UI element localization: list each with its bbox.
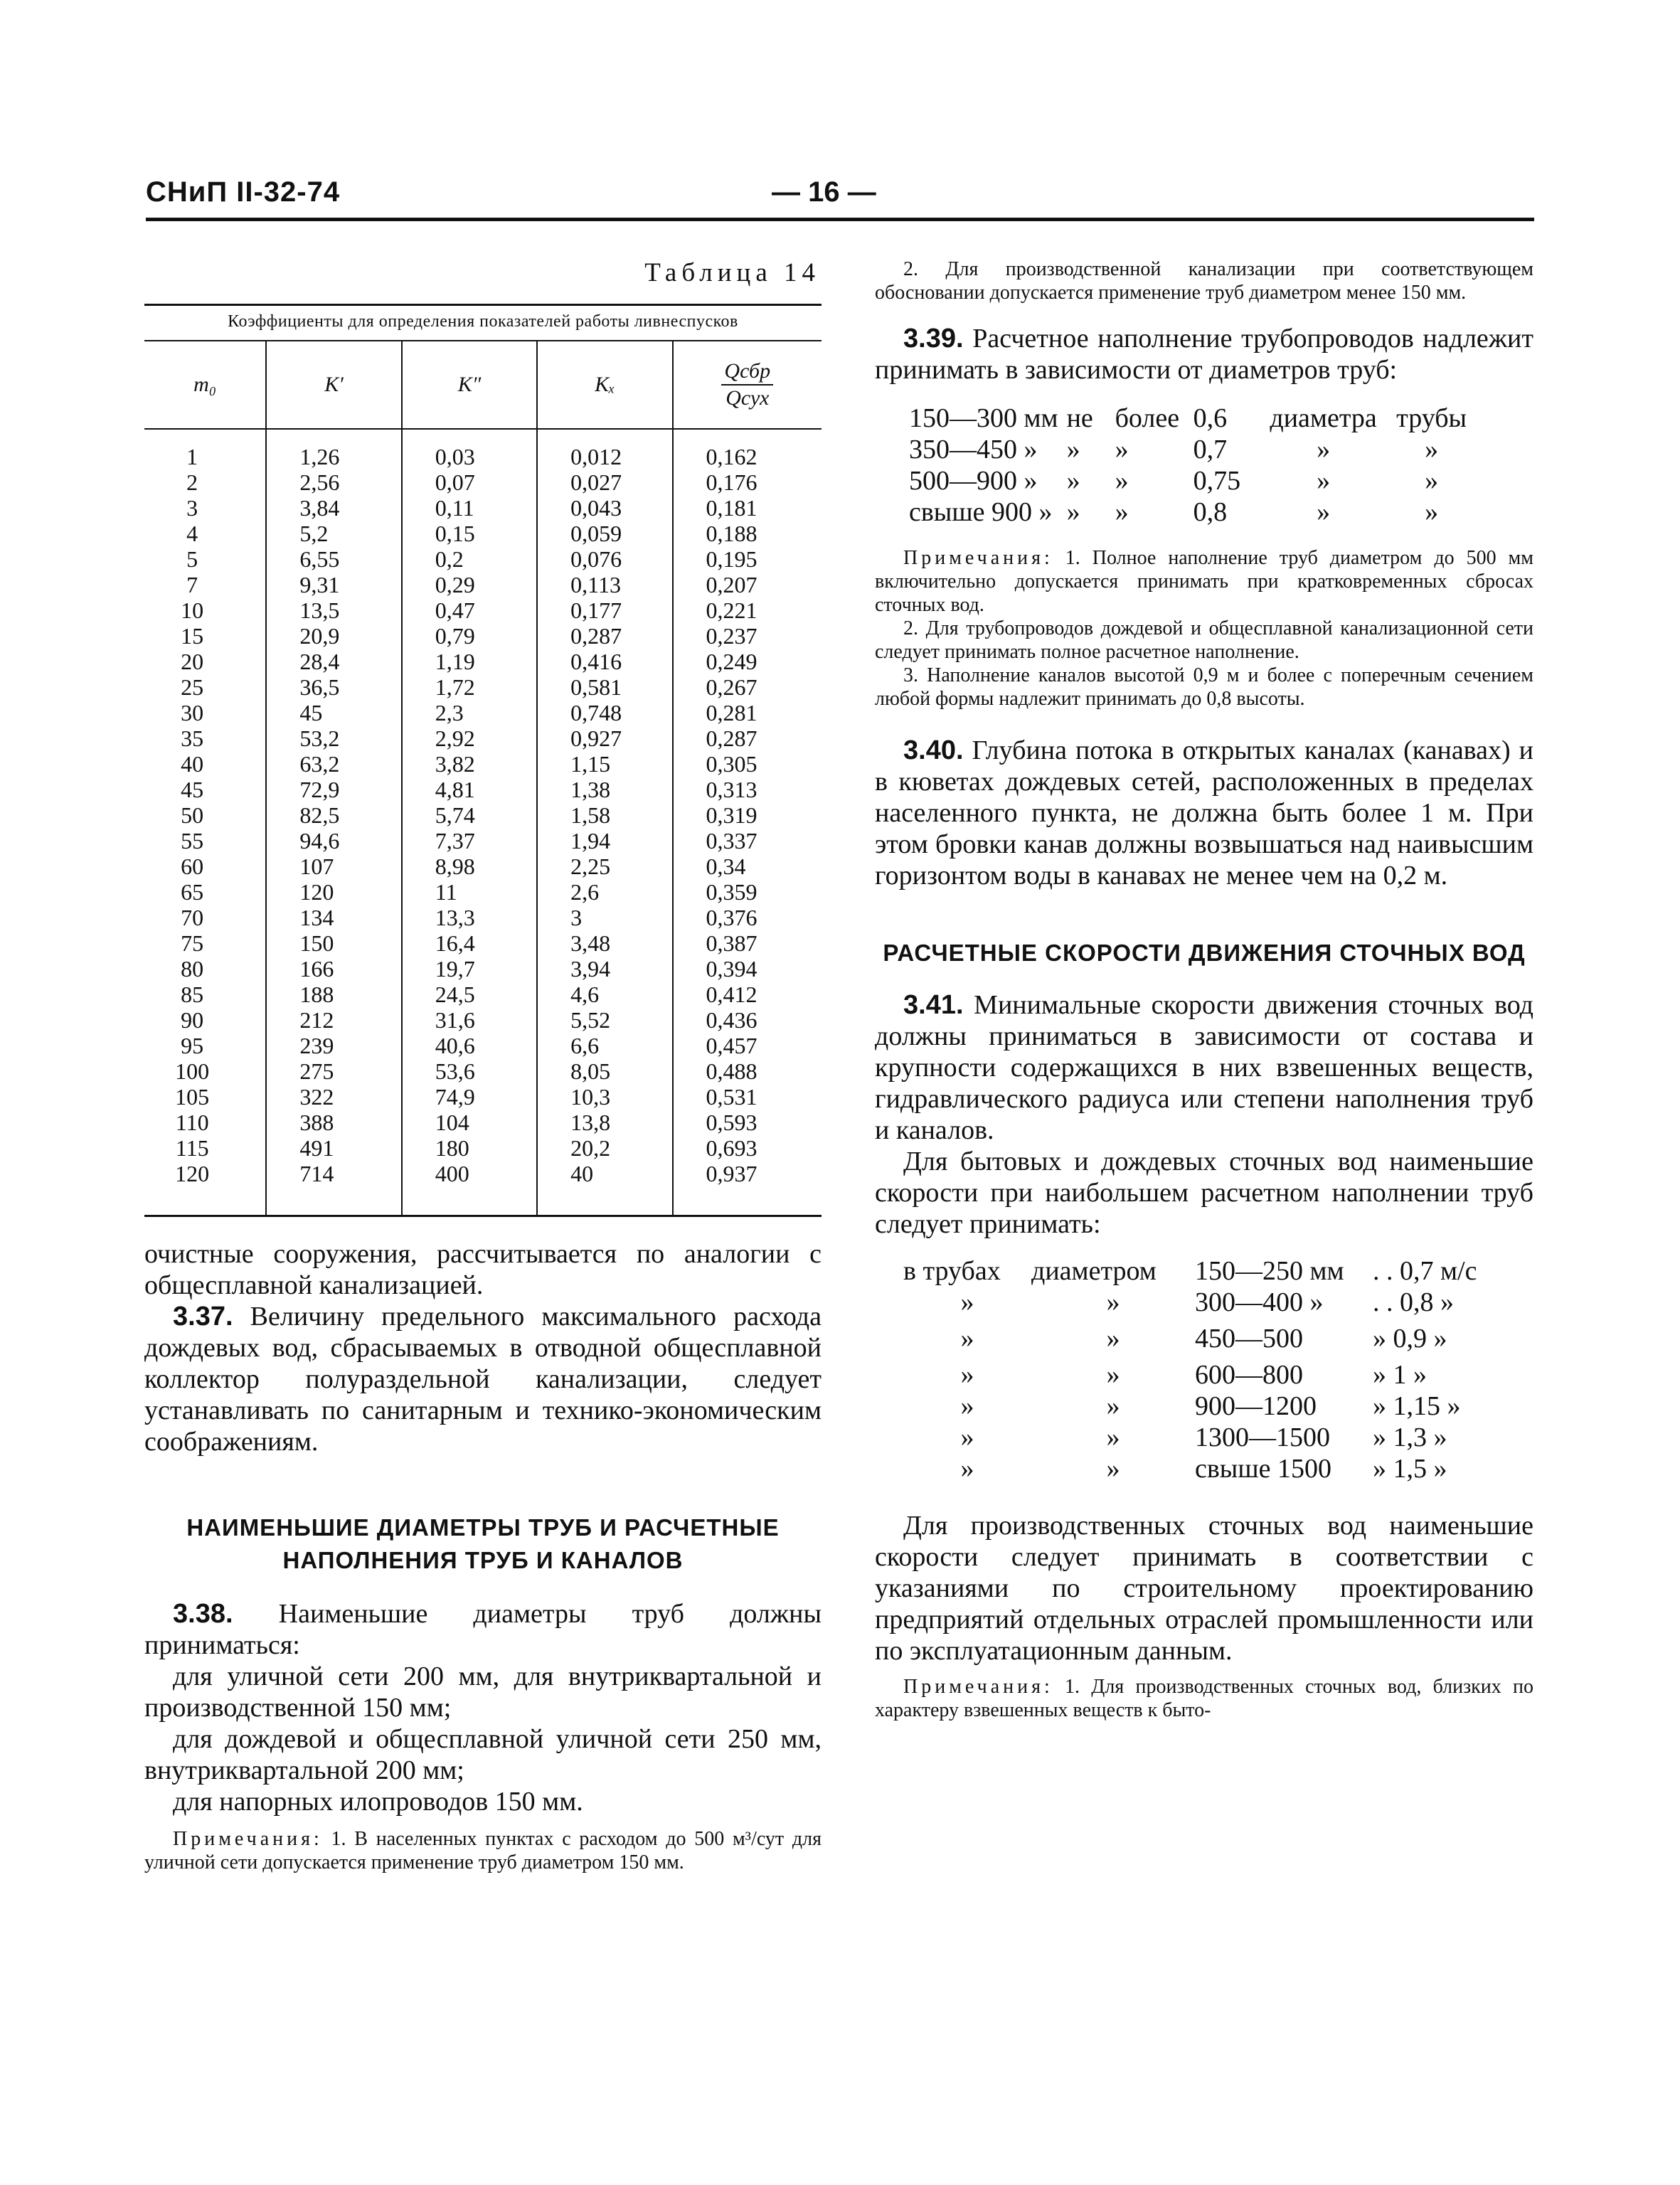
clause-3-39-note-3: 3. Наполнение каналов высотой 0,9 м и более с поперечным сечением любой формы надлежит принимать до 0,8 высоты. — [875, 664, 1533, 710]
fill-cell: не — [1066, 403, 1093, 433]
table-cell: 0,416 — [537, 649, 672, 674]
fill-ratio-table — [909, 403, 1479, 528]
velocity-cell: » — [960, 1423, 974, 1452]
table-row — [144, 1135, 822, 1161]
table-row — [144, 521, 822, 546]
table-cell: 94,6 — [266, 828, 401, 854]
document-code: СНиП II-32-74 — [146, 176, 341, 208]
fill-cell: » — [1425, 497, 1439, 527]
table-cell: 45 — [266, 700, 401, 725]
table-header-row — [144, 341, 822, 429]
table-cell: 0,748 — [537, 700, 672, 725]
table-body — [144, 429, 822, 1216]
table-cell: 188 — [266, 982, 401, 1007]
table-cell: 2,92 — [402, 725, 537, 751]
ratio-fraction — [721, 358, 773, 411]
table-cell: 82,5 — [266, 802, 401, 828]
table-row — [144, 1007, 822, 1033]
table-row — [144, 495, 822, 521]
fill-cell: 500—900 » — [909, 466, 1038, 496]
table-cell: 0,076 — [537, 546, 672, 572]
fill-cell: » — [1066, 466, 1080, 496]
section-heading-velocities: РАСЧЕТНЫЕ СКОРОСТИ ДВИЖЕНИЯ СТОЧНЫХ ВОД — [883, 940, 1526, 966]
table-cell: 0,359 — [673, 879, 822, 905]
velocity-cell: свыше 1500 — [1195, 1454, 1331, 1484]
table-cell: 104 — [402, 1110, 537, 1135]
velocity-cell: » — [960, 1391, 974, 1421]
table-cell: 0,387 — [673, 930, 822, 956]
table-title: Коэффициенты для определения показателей работы ливнеспусков — [144, 305, 822, 341]
note-text: 1. Полное наполнение труб диаметром до 500 мм включительно допускается принимать при кратковременных сбросах сточных вод. — [875, 547, 1533, 616]
table-row — [144, 982, 822, 1007]
table-cell: 0,237 — [673, 623, 822, 649]
table-cell: 714 — [266, 1161, 401, 1216]
table-cell: 13,8 — [537, 1110, 672, 1135]
table-cell: 1,58 — [537, 802, 672, 828]
table-cell: 60 — [181, 854, 204, 879]
table-cell: 4,6 — [537, 982, 672, 1007]
table-cell: 0,693 — [673, 1135, 822, 1161]
col-header-k2: K″ — [402, 341, 537, 429]
table-cell: 150 — [266, 930, 401, 956]
table-cell: 35 — [181, 725, 204, 751]
table-cell: 0,34 — [673, 854, 822, 879]
clause-3-38-item-b: для дождевой и общесплавной уличной сети 250 мм, внутриквартальной 200 мм; — [144, 1724, 822, 1785]
table-cell: 0,059 — [537, 521, 672, 546]
table-row — [144, 879, 822, 905]
velocity-cell: 150—250 мм — [1195, 1256, 1344, 1286]
table-cell: 1,26 — [266, 429, 401, 469]
velocity-cell: » — [1106, 1423, 1120, 1452]
clause-number: 3.39. — [903, 324, 964, 353]
velocity-cell: 900—1200 — [1195, 1391, 1317, 1421]
table-row — [144, 802, 822, 828]
clause-text: Глубина потока в открытых каналах (канавах) и в кюветах дождевых сетей, расположенных в пределах населенного пункта, не должна быть более 1 м. При этом бровки канав должны возвышаться над наивысшим горизонтом воды в канавах не менее чем на 0,2 м. — [875, 735, 1533, 891]
right-column — [875, 257, 1533, 1722]
table-cell: 15 — [181, 623, 204, 649]
velocity-row — [903, 1422, 1508, 1453]
table-cell: 120 — [266, 879, 401, 905]
table-cell: 95 — [181, 1033, 204, 1058]
table-cell: 107 — [266, 854, 401, 879]
table-cell: 2,56 — [266, 469, 401, 495]
fill-cell: » — [1317, 466, 1331, 496]
table-row — [144, 623, 822, 649]
table-cell: 36,5 — [266, 674, 401, 700]
table-cell: 180 — [402, 1135, 537, 1161]
table-cell: 0,177 — [537, 597, 672, 623]
table-cell: 50 — [181, 802, 204, 828]
table-row — [144, 854, 822, 879]
fill-cell: » — [1425, 435, 1439, 464]
table-cell: 0,319 — [673, 802, 822, 828]
clause-3-41-note-1 — [875, 1675, 1533, 1722]
clause-3-41-para-b: Для бытовых и дождевых сточных вод наименьшие скорости при наибольшем расчетном наполнении труб следует принимать: — [875, 1147, 1533, 1239]
table-cell: 0,267 — [673, 674, 822, 700]
table-cell: 0,412 — [673, 982, 822, 1007]
clause-3-38-note-1 — [144, 1827, 822, 1874]
velocity-cell: 450—500 — [1195, 1324, 1303, 1354]
table-cell: 5 — [186, 546, 198, 572]
table-cell: 491 — [266, 1135, 401, 1161]
left-column — [144, 257, 822, 1874]
table-cell: 70 — [181, 905, 204, 930]
table-cell: 75 — [181, 930, 204, 956]
velocity-cell: 600—800 — [1195, 1360, 1303, 1390]
table-cell: 1,94 — [537, 828, 672, 854]
table-cell: 0,176 — [673, 469, 822, 495]
table-cell: 1 — [186, 444, 198, 469]
clause-text: Величину предельного максимального расхода дождевых вод, сбрасываемых в отводной общесплавной коллектор полураздельной канализации, следует устанавливать по санитарным и технико-экономическим соображениям. — [144, 1302, 822, 1457]
table-cell: 0,249 — [673, 649, 822, 674]
clause-text: Минимальные скорости движения сточных вод должны приниматься в зависимости от состава и крупности содержащихся в них взвешенных веществ, гидравлического радиуса или степени наполнения труб и каналов. — [875, 990, 1533, 1145]
table-cell: 45 — [181, 777, 204, 802]
fill-cell: трубы — [1396, 403, 1467, 433]
table-cell: 5,2 — [266, 521, 401, 546]
table-cell: 0,181 — [673, 495, 822, 521]
table-cell: 53,6 — [402, 1058, 537, 1084]
velocity-cell: » — [1106, 1287, 1120, 1317]
fill-row — [909, 496, 1479, 528]
clause-3-39 — [875, 323, 1533, 386]
velocity-cell: » 1,3 » — [1373, 1423, 1447, 1452]
table-cell: 65 — [181, 879, 204, 905]
section-heading-diameters: НАИМЕНЬШИЕ ДИАМЕТРЫ ТРУБ И РАСЧЕТНЫЕ НАПОЛНЕНИЯ ТРУБ И КАНАЛОВ — [186, 1514, 780, 1573]
table-cell: 0,376 — [673, 905, 822, 930]
table-cell: 0,457 — [673, 1033, 822, 1058]
table-cell: 388 — [266, 1110, 401, 1135]
table-cell: 275 — [266, 1058, 401, 1084]
table-row — [144, 930, 822, 956]
coefficients-table — [144, 304, 822, 1217]
table-row — [144, 469, 822, 495]
table-cell: 19,7 — [402, 956, 537, 982]
velocity-cell: 300—400 » — [1195, 1287, 1324, 1317]
table-cell: 239 — [266, 1033, 401, 1058]
table-row — [144, 1033, 822, 1058]
continued-paragraph: очистные сооружения, рассчитывается по аналогии с общесплавной канализацией. — [144, 1239, 822, 1300]
page-header — [146, 176, 1533, 218]
ratio-numerator: Qсбр — [721, 358, 773, 386]
clause-number: 3.41. — [903, 990, 964, 1020]
fill-row — [909, 403, 1479, 434]
table-cell: 0,394 — [673, 956, 822, 982]
fill-cell: » — [1317, 497, 1331, 527]
fill-cell: более — [1115, 403, 1180, 433]
velocity-cell: » — [1106, 1391, 1120, 1421]
velocity-cell: » — [1106, 1324, 1120, 1354]
table-row — [144, 725, 822, 751]
clause-3-38-item-c: для напорных илопроводов 150 мм. — [173, 1787, 583, 1817]
table-cell: 90 — [181, 1007, 204, 1033]
table-cell: 1,38 — [537, 777, 672, 802]
table-cell: 5,52 — [537, 1007, 672, 1033]
velocity-row — [903, 1287, 1508, 1318]
table-cell: 0,043 — [537, 495, 672, 521]
table-cell: 24,5 — [402, 982, 537, 1007]
table-cell: 40 — [537, 1161, 672, 1216]
table-cell: 0,305 — [673, 751, 822, 777]
table-cell: 134 — [266, 905, 401, 930]
table-cell: 2,6 — [537, 879, 672, 905]
table-row — [144, 777, 822, 802]
table-row — [144, 1058, 822, 1084]
table-row — [144, 905, 822, 930]
table-cell: 0,07 — [402, 469, 537, 495]
table-cell: 10 — [181, 597, 204, 623]
notes-label: Примечания: — [903, 547, 1053, 569]
table-cell: 0,188 — [673, 521, 822, 546]
table-cell: 0,488 — [673, 1058, 822, 1084]
clause-3-37 — [144, 1301, 822, 1457]
velocity-cell: в трубах — [903, 1256, 1001, 1286]
table-cell: 72,9 — [266, 777, 401, 802]
table-cell: 100 — [175, 1058, 210, 1084]
clause-text: Наименьшие диаметры труб должны приниматься: — [144, 1599, 822, 1660]
table-cell: 28,4 — [266, 649, 401, 674]
table-cell: 1,72 — [402, 674, 537, 700]
fill-row — [909, 465, 1479, 496]
table-cell: 0,162 — [673, 429, 822, 469]
table-cell: 5,74 — [402, 802, 537, 828]
table-cell: 0,287 — [673, 725, 822, 751]
table-cell: 0,313 — [673, 777, 822, 802]
col-header-m0: m₀ — [144, 341, 266, 429]
table-cell: 3 — [186, 495, 198, 521]
table-cell: 10,3 — [537, 1084, 672, 1110]
velocity-cell: » — [960, 1454, 974, 1484]
table-cell: 0,337 — [673, 828, 822, 854]
ratio-denominator: Qсух — [725, 386, 770, 410]
table-cell: 13,5 — [266, 597, 401, 623]
velocity-cell: » — [960, 1360, 974, 1390]
table-cell: 4 — [186, 521, 198, 546]
table-cell: 322 — [266, 1084, 401, 1110]
velocity-cell: » 1,5 » — [1373, 1454, 1447, 1484]
table-cell: 0,937 — [673, 1161, 822, 1216]
min-velocity-table — [903, 1255, 1508, 1484]
table-cell: 53,2 — [266, 725, 401, 751]
velocity-cell: » — [1106, 1454, 1120, 1484]
table-caption: Таблица 14 — [644, 258, 820, 287]
velocity-row — [903, 1318, 1508, 1359]
clause-3-40 — [875, 735, 1533, 891]
table-cell: 2,25 — [537, 854, 672, 879]
col-header-k1: K′ — [266, 341, 401, 429]
table-cell: 1,19 — [402, 649, 537, 674]
table-cell: 8,05 — [537, 1058, 672, 1084]
table-cell: 20,2 — [537, 1135, 672, 1161]
table-cell: 1,15 — [537, 751, 672, 777]
fill-cell: 0,7 — [1193, 435, 1228, 464]
page-number: — 16 — — [772, 176, 876, 208]
table-cell: 20,9 — [266, 623, 401, 649]
table-cell: 6,6 — [537, 1033, 672, 1058]
table-cell: 105 — [175, 1084, 210, 1110]
velocity-row — [903, 1255, 1508, 1287]
table-cell: 115 — [175, 1135, 209, 1161]
note-text: 1. В населенных пунктах с расходом до 500 м³/сут для уличной сети допускается применение труб диаметром 150 мм. — [144, 1828, 822, 1873]
table-row — [144, 1110, 822, 1135]
fill-cell: диаметра — [1270, 403, 1377, 433]
velocity-cell: » 1,15 » — [1373, 1391, 1461, 1421]
table-cell: 0,15 — [402, 521, 537, 546]
velocity-cell: » — [960, 1287, 974, 1317]
clause-3-38-note-2: 2. Для производственной канализации при соответствующем обосновании допускается применение труб диаметром менее 150 мм. — [875, 258, 1533, 304]
table-cell: 0,221 — [673, 597, 822, 623]
table-cell: 9,31 — [266, 572, 401, 597]
table-cell: 31,6 — [402, 1007, 537, 1033]
table-cell: 212 — [266, 1007, 401, 1033]
table-cell: 3,84 — [266, 495, 401, 521]
table-cell: 0,281 — [673, 700, 822, 725]
table-row — [144, 1084, 822, 1110]
velocity-cell: » 0,9 » — [1373, 1324, 1447, 1354]
fill-cell: » — [1115, 497, 1129, 527]
velocity-cell: . . 0,7 м/с — [1373, 1256, 1477, 1286]
fill-cell: 350—450 » — [909, 435, 1038, 464]
table-cell: 16,4 — [402, 930, 537, 956]
velocity-row — [903, 1391, 1508, 1422]
table-cell: 0,012 — [537, 429, 672, 469]
fill-cell: » — [1425, 466, 1439, 496]
velocity-row — [903, 1359, 1508, 1391]
table-cell: 0,436 — [673, 1007, 822, 1033]
table-cell: 0,287 — [537, 623, 672, 649]
table-row — [144, 956, 822, 982]
table-cell: 2 — [186, 469, 198, 495]
table-cell: 40,6 — [402, 1033, 537, 1058]
table-row — [144, 828, 822, 854]
col-header-kx: Kₓ — [537, 341, 672, 429]
table-row — [144, 429, 822, 469]
table-cell: 3,94 — [537, 956, 672, 982]
header-rule — [146, 218, 1534, 221]
fill-cell: свыше 900 » — [909, 497, 1053, 527]
table-cell: 80 — [181, 956, 204, 982]
velocity-cell: . . 0,8 » — [1373, 1287, 1454, 1317]
table-cell: 63,2 — [266, 751, 401, 777]
table-cell: 0,113 — [537, 572, 672, 597]
table-cell: 110 — [175, 1110, 209, 1135]
table-cell: 0,927 — [537, 725, 672, 751]
table-row — [144, 700, 822, 725]
table-cell: 0,027 — [537, 469, 672, 495]
table-cell: 2,3 — [402, 700, 537, 725]
fill-cell: » — [1066, 497, 1080, 527]
velocity-row — [903, 1453, 1508, 1484]
clause-3-41 — [875, 989, 1533, 1146]
table-cell: 0,47 — [402, 597, 537, 623]
table-cell: 3,48 — [537, 930, 672, 956]
table-row — [144, 674, 822, 700]
clause-3-38-item-a: для уличной сети 200 мм, для внутриквартальной и производственной 150 мм; — [144, 1662, 822, 1723]
table-cell: 120 — [144, 1161, 266, 1216]
table-cell: 3,82 — [402, 751, 537, 777]
velocity-cell: диаметром — [1031, 1256, 1157, 1286]
fill-cell: 0,6 — [1193, 403, 1228, 433]
note-text: 1. Для производственных сточных вод, близких по характеру взвешенных веществ к быто- — [875, 1676, 1533, 1721]
table-cell: 0,2 — [402, 546, 537, 572]
velocity-cell: 1300—1500 — [1195, 1423, 1330, 1452]
table-row — [144, 751, 822, 777]
fill-cell: » — [1317, 435, 1331, 464]
table-cell: 3 — [537, 905, 672, 930]
table-cell: 13,3 — [402, 905, 537, 930]
table-cell: 0,593 — [673, 1110, 822, 1135]
col-header-ratio — [673, 341, 822, 429]
fill-cell: » — [1066, 435, 1080, 464]
fill-cell: 0,8 — [1193, 497, 1228, 527]
table-cell: 0,207 — [673, 572, 822, 597]
table-cell: 0,581 — [537, 674, 672, 700]
table-row — [144, 546, 822, 572]
table-row — [144, 1161, 822, 1216]
fill-cell: 0,75 — [1193, 466, 1241, 496]
table-row — [144, 597, 822, 623]
velocity-cell: » — [1106, 1360, 1120, 1390]
table-cell: 0,195 — [673, 546, 822, 572]
clause-3-39-note-1 — [875, 546, 1533, 617]
clause-number: 3.38. — [173, 1599, 233, 1629]
table-cell: 0,11 — [402, 495, 537, 521]
fill-cell: 150—300 мм — [909, 403, 1058, 433]
velocity-cell: » — [960, 1324, 974, 1354]
table-cell: 30 — [181, 700, 204, 725]
table-cell: 85 — [181, 982, 204, 1007]
clause-3-38 — [144, 1598, 822, 1661]
table-cell: 20 — [181, 649, 204, 674]
table-cell: 0,531 — [673, 1084, 822, 1110]
clause-3-41-para-c: Для производственных сточных вод наименьшие скорости следует принимать в соответствии с указаниями по строительному проектированию предприятий отдельных отраслей промышленности или по эксплуатационным данным. — [875, 1511, 1533, 1666]
table-row — [144, 649, 822, 674]
table-cell: 55 — [181, 828, 204, 854]
clause-text: Расчетное наполнение трубопроводов надлежит принимать в зависимости от диаметров труб: — [875, 324, 1533, 385]
table-cell: 166 — [266, 956, 401, 982]
table-cell: 40 — [181, 751, 204, 777]
clause-number: 3.37. — [173, 1302, 233, 1331]
table-cell: 400 — [402, 1161, 537, 1216]
table-cell: 11 — [402, 879, 537, 905]
table-cell: 4,81 — [402, 777, 537, 802]
table-cell: 0,29 — [402, 572, 537, 597]
table-cell: 74,9 — [402, 1084, 537, 1110]
fill-row — [909, 434, 1479, 465]
clause-number: 3.40. — [903, 735, 964, 765]
table-cell: 0,03 — [402, 429, 537, 469]
fill-cell: » — [1115, 435, 1129, 464]
clause-3-39-note-2: 2. Для трубопроводов дождевой и общесплавной канализационной сети следует принимать полное расчетное наполнение. — [875, 617, 1533, 663]
notes-label: Примечания: — [173, 1828, 323, 1850]
table-cell: 7,37 — [402, 828, 537, 854]
notes-label: Примечания: — [903, 1676, 1053, 1698]
table-cell: 7 — [186, 572, 198, 597]
velocity-cell: » 1 » — [1373, 1360, 1427, 1390]
table-cell: 25 — [181, 674, 204, 700]
fill-cell: » — [1115, 466, 1129, 496]
table-cell: 6,55 — [266, 546, 401, 572]
table-cell: 0,79 — [402, 623, 537, 649]
table-cell: 8,98 — [402, 854, 537, 879]
table-row — [144, 572, 822, 597]
